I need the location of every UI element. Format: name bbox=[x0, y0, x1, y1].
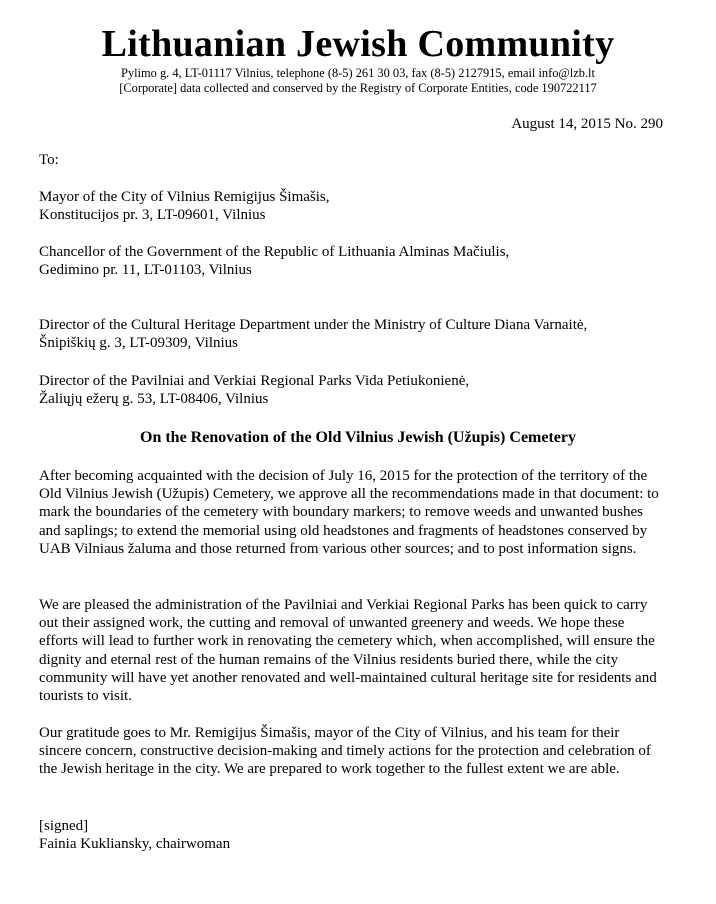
recipient-address: Šnipiškių g. 3, LT-09309, Vilnius bbox=[39, 335, 238, 352]
paragraph-progress: We are pleased the administration of the Pavilniai and Verkiai Regional Parks has been quick to carry out their assigned work, the cutting and removal of unwanted greenery and weeds. We hope these efforts will lead to further work in renovating the cemetery which, when accomplished, will ensure the dignity and eternal rest of the human remains of the Vilnius residents buried there, while the city community will have yet another renovated and well-maintained cultural heritage site for residents and tourists to visit. bbox=[39, 597, 657, 705]
recipient-name: Director of the Pavilniai and Verkiai Regional Parks Vida Petiukonienė, bbox=[39, 373, 470, 389]
recipient-chancellor bbox=[39, 243, 679, 279]
recipient-address: Gedimino pr. 11, LT-01103, Vilnius bbox=[39, 262, 252, 279]
paragraph-approval: After becoming acquainted with the decision of July 16, 2015 for the protection of the territory of the Old Vilnius Jewish (Užupis) Cemetery, we approve all the recommendations made in that document: to mark the boundaries of the cemetery with boundary markers; to remove weeds and unwanted bushes and saplings; to extend the memorial using old headstones and fragments of headstones conserved by UAB Vilniaus žaluma and those returned from various other sources; and to post information signs. bbox=[39, 468, 659, 557]
recipient-name: Mayor of the City of Vilnius Remigijus Šimašis, bbox=[39, 189, 330, 205]
recipient-name: Chancellor of the Government of the Republic of Lithuania Alminas Mačiulis, bbox=[39, 244, 510, 260]
recipient-address: Žaliųjų ežerų g. 53, LT-08406, Vilnius bbox=[39, 391, 269, 408]
letterhead-registry: [Corporate] data collected and conserved by the Registry of Corporate Entities, code 190722117 bbox=[119, 81, 597, 95]
signed-mark: [signed] bbox=[39, 818, 89, 834]
recipient-name: Director of the Cultural Heritage Department under the Ministry of Culture Diana Varnaitė, bbox=[39, 317, 588, 333]
letterhead-address: Pylimo g. 4, LT-01117 Vilnius, telephone (8-5) 261 30 03, fax (8-5) 2127915, email info@lzb.lt bbox=[121, 66, 595, 80]
paragraph-gratitude: Our gratitude goes to Mr. Remigijus Šimašis, mayor of the City of Vilnius, and his team for their sincere concern, constructive decision-making and timely actions for the protection and celebration of the Jewish heritage in the city. We are prepared to work together to the fullest extent we are able. bbox=[39, 725, 651, 778]
organization-title: Lithuanian Jewish Community bbox=[101, 23, 615, 65]
date-and-number: August 14, 2015 No. 290 bbox=[511, 116, 663, 132]
to-label: To: bbox=[39, 152, 59, 168]
recipient-mayor bbox=[39, 188, 679, 224]
recipient-address: Konstitucijos pr. 3, LT-09601, Vilnius bbox=[39, 207, 266, 224]
letter-subject: On the Renovation of the Old Vilnius Jewish (Užupis) Cemetery bbox=[140, 429, 576, 446]
signatory: Fainia Kukliansky, chairwoman bbox=[39, 836, 231, 852]
recipient-parks-director bbox=[39, 372, 679, 408]
recipient-heritage-director bbox=[39, 316, 679, 352]
